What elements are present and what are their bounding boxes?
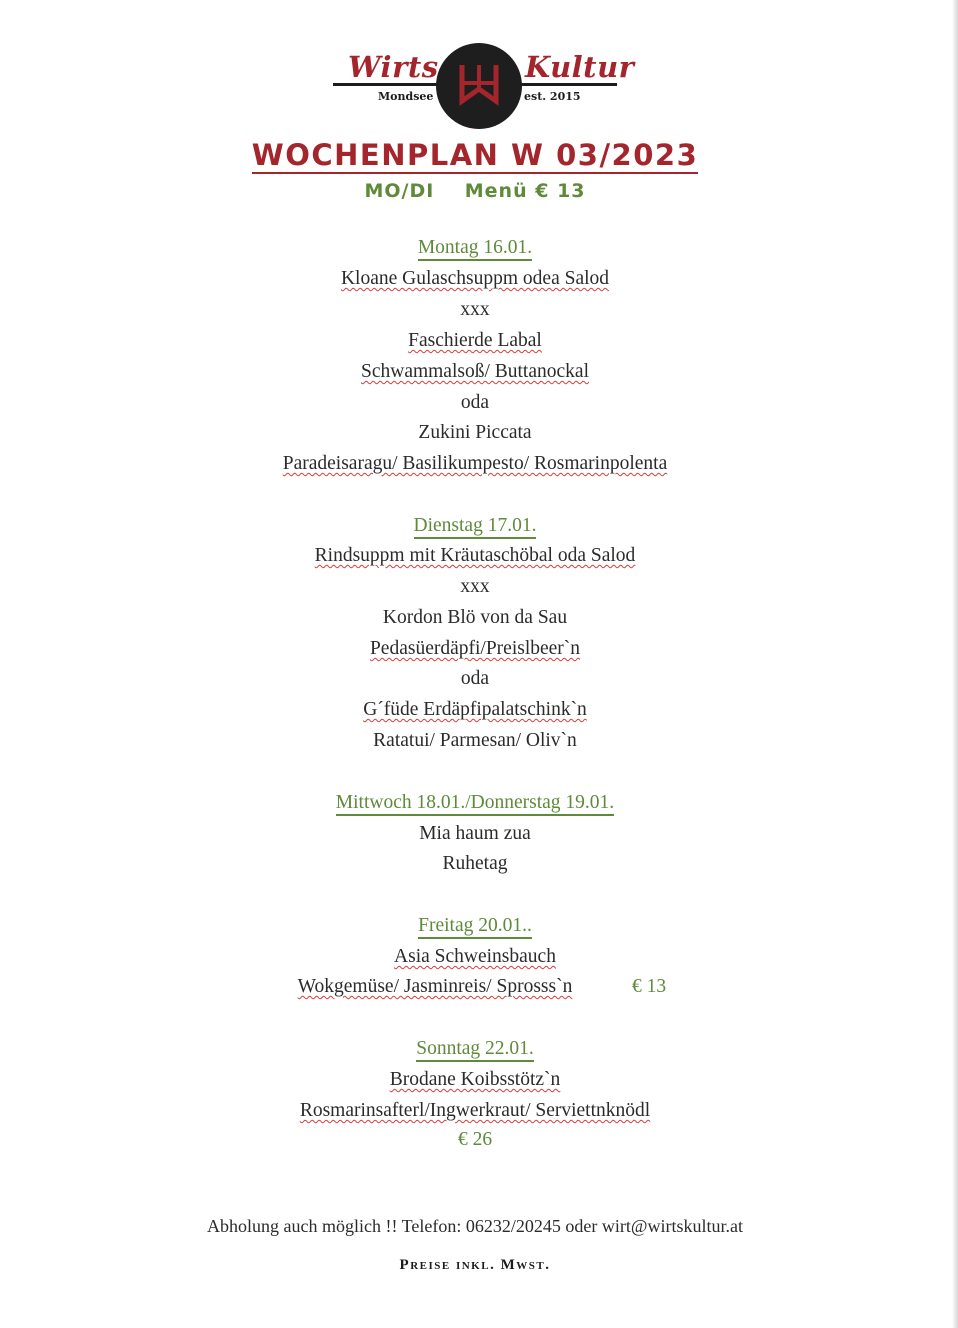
- page-title: [0, 138, 950, 172]
- dish-text: Asia Schweinsbauch: [394, 946, 556, 967]
- dish-line: [0, 822, 950, 846]
- dish-line: [0, 421, 950, 445]
- day-heading-mittwoch-donnerstag: [0, 791, 950, 815]
- day-heading-text: Sonntag 22.01.: [416, 1038, 534, 1062]
- vat-note: Preise inkl. Mwst.: [399, 1257, 551, 1273]
- price-sonntag: € 26: [457, 1129, 493, 1150]
- dish-text: Ruhetag: [442, 853, 508, 874]
- dish-text: Pedasüerdäpfi/Preislbeer`n: [369, 638, 581, 659]
- day-heading-text: Mittwoch 18.01./Donnerstag 19.01.: [336, 792, 614, 816]
- dish-text: Zukini Piccata: [418, 422, 532, 443]
- logo-word-left: Wirts: [348, 50, 439, 84]
- logo-emblem-icon: [436, 43, 522, 129]
- dish-line: [0, 1099, 950, 1123]
- dish-line: [0, 667, 950, 691]
- dish-line: [0, 698, 950, 722]
- day-heading-montag: [0, 236, 950, 260]
- dish-text: Schwammalsoß/ Buttanockal: [360, 361, 589, 382]
- dish-text: Faschierde Labal: [408, 330, 542, 351]
- day-heading-freitag: [0, 914, 950, 938]
- dish-line: [0, 298, 950, 322]
- dish-line: [0, 391, 950, 415]
- dish-line: [0, 975, 870, 999]
- logo-word-right: Kultur: [525, 50, 635, 84]
- dish-text: Paradeisaragu/ Basilikumpesto/ Rosmarinpolenta: [282, 453, 668, 474]
- dish-line: [0, 452, 950, 476]
- page-title-text: WOCHENPLAN W 03/2023: [251, 138, 699, 172]
- dish-line: [0, 606, 950, 630]
- dish-line: [0, 1068, 950, 1092]
- logo-established: est. 2015: [524, 90, 581, 103]
- dish-line: [0, 329, 950, 353]
- dish-line: [0, 544, 950, 568]
- dish-text: Ratatui/ Parmesan/ Oliv`n: [373, 730, 577, 751]
- day-heading-sonntag: [0, 1037, 950, 1061]
- dish-text: Rosmarinsafterl/Ingwerkraut/ Serviettnknödl: [299, 1100, 651, 1121]
- dish-line: [0, 267, 950, 291]
- price-freitag: € 13: [632, 976, 667, 997]
- wirtskultur-logo: [330, 40, 635, 132]
- dish-text: Brodane Koibsstötz`n: [389, 1069, 561, 1090]
- dish-text: xxx: [460, 576, 490, 597]
- dish-line: [0, 852, 950, 876]
- day-heading-dienstag: [0, 514, 950, 538]
- dish-text: oda: [460, 392, 490, 413]
- dish-line: [0, 945, 950, 969]
- dish-text: Rindsuppm mit Kräutaschöbal oda Salod: [314, 545, 636, 566]
- contact-footer: Abholung auch möglich !! Telefon: 06232/20245 oder wirt@wirtskultur.at: [207, 1216, 743, 1236]
- day-heading-text: Dienstag 17.01.: [414, 515, 537, 539]
- dish-text: Mia haum zua: [419, 823, 531, 844]
- dish-line: [0, 360, 950, 384]
- dish-line: [0, 637, 950, 661]
- dish-text: Kordon Blö von da Sau: [382, 607, 568, 628]
- dish-text: G´füde Erdäpfipalatschink`n: [363, 699, 587, 720]
- dish-text: oda: [460, 668, 490, 689]
- dish-text: xxx: [460, 299, 490, 320]
- page-edge-shadow: [952, 0, 958, 1328]
- menu-subtitle: MO/DI Menü € 13: [364, 180, 586, 202]
- day-heading-text: Montag 16.01.: [418, 237, 532, 261]
- dish-line: [0, 729, 950, 753]
- dish-line: [0, 575, 950, 599]
- dish-text: Kloane Gulaschsuppm odea Salod: [340, 268, 610, 289]
- day-heading-text: Freitag 20.01..: [418, 915, 532, 939]
- logo-place: Mondsee: [378, 90, 434, 103]
- dish-text: Wokgemüse/ Jasminreis/ Sprosss`n: [297, 976, 573, 997]
